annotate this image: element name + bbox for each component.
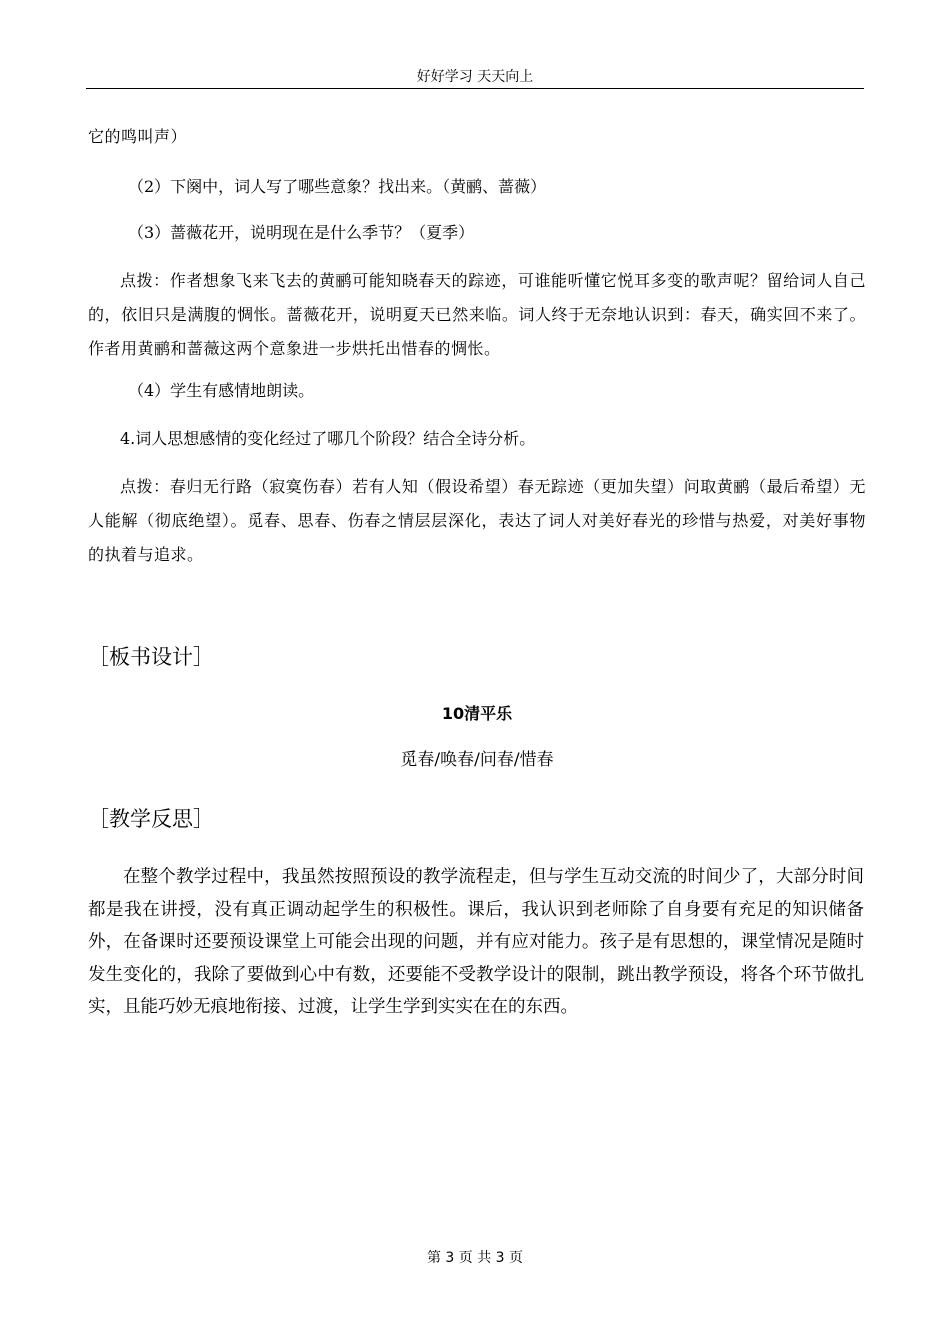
question-4: （4）学生有感情地朗读。	[128, 381, 315, 400]
section-heading-reflection: ［教学反思］	[88, 807, 214, 831]
question-2: （2）下阕中，词人写了哪些意象？找出来。（黄鹂、蔷薇）	[128, 177, 547, 196]
hint-paragraph-1: 点拨：作者想象飞来飞去的黄鹂可能知晓春天的踪迹，可谁能听懂它悦耳多变的歌声呢？留给词人自己的，依旧只是满腹的惆怅。蔷薇花开，说明夏天已然来临。词人终于无奈地认识到：春天，确实回不来了。作者用黄鹂和蔷薇这两个意象进一步烘托出惜春的惆怅。	[88, 271, 866, 358]
header-rule	[86, 88, 864, 89]
question-3: （3）蔷薇花开，说明现在是什么季节？（夏季）	[128, 223, 475, 242]
hint-paragraph-2: 点拨：春归无行路（寂寞伤春）若有人知（假设希望）春无踪迹（更加失望）问取黄鹂（最后希望）无人能解（彻底绝望）。觅春、思春、伤春之情层层深化，表达了词人对美好春光的珍惜与热爱，对美好事物的执着与追求。	[88, 477, 866, 564]
section-heading-board: ［板书设计］	[88, 645, 214, 669]
question-main-4: 4.词人思想感情的变化经过了哪几个阶段？结合全诗分析。	[120, 429, 536, 448]
page-header: 好好学习 天天向上	[416, 69, 534, 85]
page-footer: 第 3 页 共 3 页	[426, 1250, 524, 1266]
paragraph-continuation: 它的鸣叫声）	[88, 127, 188, 146]
reflection-paragraph: 在整个教学过程中，我虽然按照预设的教学流程走，但与学生互动交流的时间少了，大部分时间都是我在讲授，没有真正调动起学生的积极性。课后，我认识到老师除了自身要有充足的知识储备外，在备课时还要预设课堂上可能会出现的问题，并有应对能力。孩子是有思想的，课堂情况是随时发生变化的，我除了要做到心中有数，还要能不受教学设计的限制，跳出教学预设，将各个环节做扎实，且能巧妙无痕地衔接、过渡，让学生学到实实在在的东西。	[88, 867, 864, 1017]
board-title: 10清平乐	[441, 704, 513, 723]
board-subtitle: 觅春/唤春/问春/惜春	[400, 750, 554, 770]
